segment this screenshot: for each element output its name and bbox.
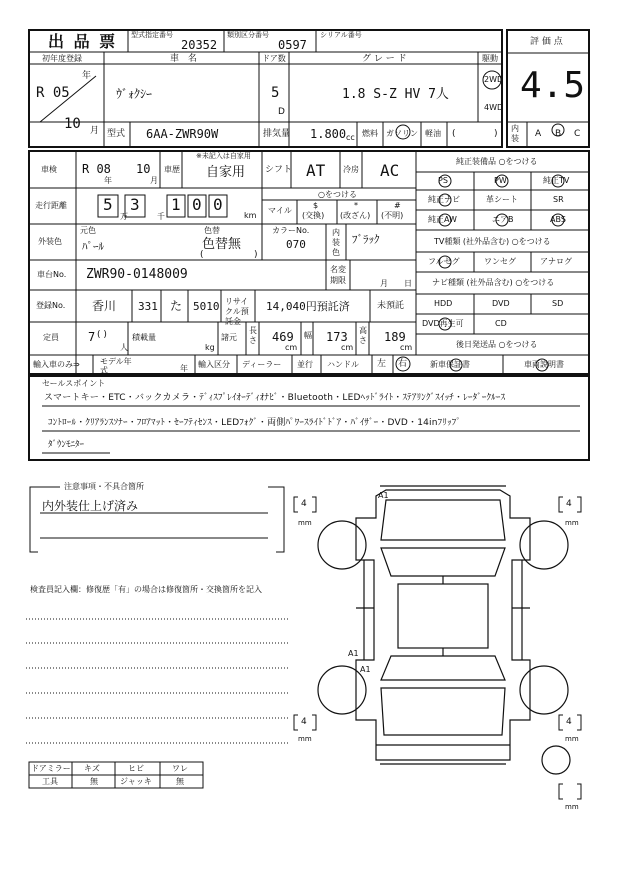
shaken-year-unit: 年 [104,176,112,185]
shift: AT [306,161,326,180]
fuel-other-bracket-close: ) [494,129,498,139]
damage-mark-3: A1 [360,665,371,674]
handle-label: ハンドル [327,360,359,369]
later-warranty: 新車保証書 [430,360,470,369]
month-unit: 月 [90,126,100,136]
capacity: 7 [88,330,96,344]
sales-line-2: ｺﾝﾄﾛｰﾙ・ｸﾘｱﾗﾝｽｿﾅｰ・ﾌﾛｱﾏｯﾄ・ｾｰﾌﾃｨｾﾝｽ・LEDﾌｫｸﾞ・両側ﾊﾟﾜｰｽﾗｲﾄﾞﾄﾞｱ・ﾊﾞｲｻﾞｰ・DVD・14inﾌﾘｯﾌﾟ [48,418,461,428]
orig-color: ﾊﾟｰﾙ [82,240,104,253]
inspector-label: 検査員記入欄：修復歴「有」の場合は修復箇所・交換箇所を記入 [30,585,262,594]
interior-color: ﾌﾞﾗｯｸ [352,233,380,246]
car-name: ｳﾞｫｸｼｰ [116,87,153,101]
height-label: 高さ [359,326,367,345]
tire-fr-unit: mm [565,519,579,527]
equipment-title: 純正装備品 ○をつける [456,157,538,166]
import-parallel: 並行 [297,360,313,369]
equip-abs: ABS [550,215,566,224]
form-title: 出 品 票 [48,32,118,51]
exchange-sym: $ [313,201,319,210]
repaint: 色替無 [202,237,242,252]
equip-leather: 革シート [486,195,518,204]
fuel-label: 燃料 [362,129,378,138]
shaken-year: R 08 [82,162,111,176]
equip-airbag: エアB [492,215,514,224]
reg-area: 香川 [92,299,117,313]
navi-dvd: DVD [492,299,510,308]
score-value: 4.5 [520,65,586,106]
shaken-month: 10 [136,162,151,176]
bottom-tools-value: 無 [90,777,98,786]
later-manual: 車両説明書 [524,360,564,369]
drive-4wd: 4WD [484,103,504,112]
interior-label: 内装 [511,124,519,143]
import-label: 輸入車のみ⇒ [33,360,80,369]
mileage-digit-3: 1 [171,195,181,214]
displacement-label: 排気量 [263,129,291,139]
use-note: ※未記入は自家用 [196,152,251,160]
width: 173 [326,330,348,344]
shaken-month-unit: 月 [150,176,158,185]
tv-full: フルセグ [428,257,460,266]
mileage-man: 万 [120,212,128,221]
height: 189 [384,330,406,344]
mileage-digit-2: 3 [130,195,140,214]
unknown-sym: # [394,201,401,210]
interior-b: B [555,129,562,139]
dims-label: 諸元 [221,333,237,342]
mileage-digit-1: 5 [103,195,113,214]
handle-right: 右 [398,359,408,369]
tire-rl-unit: mm [298,735,312,743]
repaint-label: 色替 [204,226,220,235]
load-label: 積載量 [132,333,156,342]
color-no: 070 [286,238,306,251]
handle-left: 左 [377,359,387,369]
altered-option: (改ざん) [340,211,371,220]
damage-mark-1: A1 [378,491,389,500]
name-label: 車 名 [170,54,200,64]
name-change-month: 月 [380,279,388,288]
reg-label: 登録No. [36,301,66,310]
reg-num: 5010 [193,300,220,313]
type-no: 20352 [181,38,218,52]
sales-label: セールスポイント [42,379,106,388]
length-label: 長さ [249,326,257,345]
bottom-header-crack: ヒビ [128,764,144,773]
sales-line-1: スマートキー・ETC・バックカメラ・ﾃﾞｨｽﾌﾟﾚｲｵｰﾃﾞｨｵﾅﾋﾞ・Bluetooth・LEDﾍｯﾄﾞﾗｲﾄ・ｽﾃｱﾘﾝｸﾞｽｲｯﾁ・ﾚｰﾀﾞｰｸﾙｰｽ [44,393,506,403]
bottom-jack-value: 無 [176,777,184,786]
door-type: D [278,107,285,117]
repaint-bracket-open: ( [200,250,204,260]
km-unit: km [244,211,257,220]
bottom-header-mirror: ドアミラー [31,764,71,773]
damage-mark-2: A1 [348,649,359,658]
equip-ps: PS [438,176,448,185]
import-dealer: ディーラー [242,360,282,369]
serial-label: シリアル番号 [320,31,362,39]
first-reg-year: R 05 [36,85,70,101]
fuel-other-bracket: ( [452,129,456,139]
tv-analog: アナログ [540,257,572,266]
later-title: 後日発送品 ○をつける [456,340,538,349]
notes-text: 内外装仕上げ済み [42,499,139,513]
mile-option: マイル [268,206,292,215]
tire-fr: 4 [566,499,572,509]
capacity-label: 定員 [43,333,59,342]
grade-label: グ レ ー ド [362,54,407,64]
sales-line-3: ﾀﾞｳﾝﾓﾆﾀｰ [48,440,85,450]
shift-label: シフト [265,165,293,175]
import-type-label: 輸入区分 [198,360,230,369]
tv-one: ワンセグ [484,257,516,266]
ac-label: 冷房 [343,165,359,174]
category-label: 類別区分番号 [227,31,269,39]
year-unit: 年 [82,71,92,81]
mileage-sen: 千 [157,212,165,221]
capacity-unit: 人 [120,343,128,352]
recycle-status: 未預託 [377,301,405,311]
tire-spare-unit: mm [565,803,579,811]
tire-fl: 4 [301,499,307,509]
length: 469 [272,330,294,344]
bottom-header-break: ワレ [172,764,188,773]
tire-rr: 4 [566,717,572,727]
tire-fl-unit: mm [298,519,312,527]
tire-rr-unit: mm [565,735,579,743]
recycle-label: リサイクル預託金 [225,297,249,326]
orig-color-label: 元色 [80,226,96,235]
tv-title: TV種類 (社外品含む) ○をつける [434,237,551,246]
name-change-label: 名変期限 [330,265,346,285]
model: 6AA-ZWR90W [146,127,219,141]
doors-label: ドア数 [262,54,286,63]
reg-kana: た [170,299,183,313]
navi-dvd-play: DVD再生可 [422,319,464,328]
model-label: 型式 [107,129,126,139]
equip-aw: 純正AW [428,215,457,224]
first-reg-month: 10 [64,116,81,132]
navi-sd: SD [552,299,564,308]
color-label: 外装色 [38,237,62,246]
score-label: 評 価 点 [530,37,563,47]
interior-a: A [535,129,542,139]
exchange-option: (交換) [302,211,325,220]
ac: AC [380,161,400,180]
navi-hdd: HDD [434,299,453,308]
first-reg-label: 初年度登録 [42,54,82,63]
reg-class: 331 [138,300,158,313]
equip-sr: SR [553,195,564,204]
notes-title: 注意事項・不具合箇所 [64,482,144,491]
model-year-unit: 年 [180,364,188,373]
use: 自家用 [206,165,246,180]
load-unit: kg [205,343,215,352]
altered-sym: * [354,201,358,210]
tire-rl: 4 [301,717,307,727]
shaken-label: 車検 [41,165,57,174]
mileage-digit-5: 0 [213,195,223,214]
recycle-amount: 14,040円預託済 [266,300,350,313]
equip-pw: PW [494,176,507,185]
width-unit: cm [341,343,354,352]
mileage-digit-4: 0 [192,195,202,214]
fuel-gas: ガソリン [386,129,418,138]
length-unit: cm [285,343,298,352]
repaint-bracket-close: ) [254,250,258,260]
bottom-tools-label: 工具 [42,777,58,786]
navi-cd: CD [495,319,507,328]
chassis-label: 車台No. [37,270,67,279]
drive-2wd: 2WD [484,75,504,84]
width-label: 幅 [304,331,312,340]
model-year-label: モデル年式 [100,357,132,375]
mileage-circle-note: ○をつける [318,190,357,199]
drive-label: 駆動 [482,54,498,63]
name-change-day: 日 [404,279,412,288]
cc-unit: cc [346,133,355,142]
color-no-label: カラーNo. [272,226,310,235]
category-no: 0597 [278,38,307,52]
doors: 5 [271,85,280,101]
capacity-bracket: ( ) [97,330,107,340]
mileage-label: 走行距離 [35,201,67,210]
equip-navi: 純正ナビ [428,195,460,204]
bottom-header-scratch: キズ [84,764,100,773]
equip-tv: 純正TV [543,176,570,185]
interior-color-label: 内装色 [332,228,340,257]
bottom-jack-label: ジャッキ [120,777,152,786]
navi-title: ナビ種類 (社外品含む) ○をつける [432,278,555,287]
type-no-label: 型式指定番号 [131,31,173,39]
displacement: 1.800 [310,127,347,141]
unknown-option: (不明) [381,211,404,220]
fuel-diesel: 軽油 [425,129,441,138]
chassis: ZWR90-0148009 [86,267,188,282]
interior-c: C [574,129,581,139]
height-unit: cm [400,343,413,352]
grade: 1.8 S-Z HV 7人 [342,87,449,102]
use-label: 車歴 [164,165,180,174]
